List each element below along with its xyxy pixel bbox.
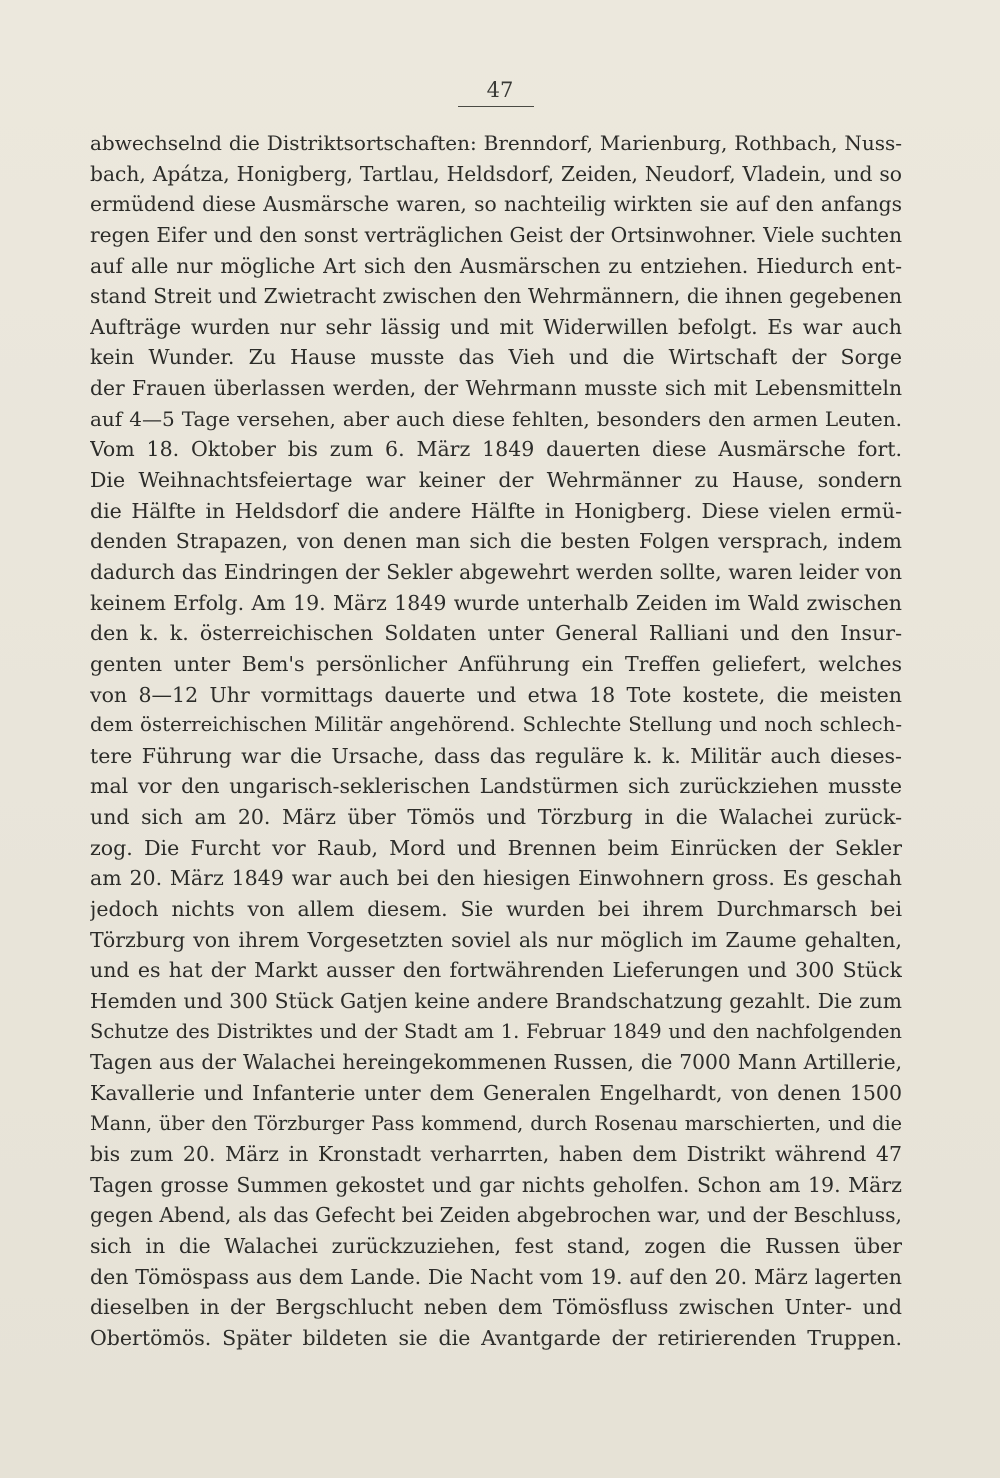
text-line: von 8—12 Uhr vormittags dauerte und etwa 18 Tote kostete, die meisten (90, 682, 902, 707)
text-line: Schutze des Distriktes und der Stadt am 1. Februar 1849 und den nachfolgenden (90, 1019, 902, 1043)
text-line: denden Strapazen, von denen man sich die besten Folgen versprach, indem (90, 529, 902, 554)
text-line: dadurch das Eindringen der Sekler abgewehrt werden sollte, waren leider von (90, 559, 902, 584)
text-line: ermüdend diese Ausmärsche waren, so nachteilig wirkten sie auf den anfangs (90, 192, 902, 217)
page-number: 47 (486, 78, 514, 102)
text-line: Törzburg von ihrem Vorgesetzten soviel als nur möglich im Zaume gehalten, (90, 927, 902, 952)
body-text (90, 128, 902, 1354)
text-line: und sich am 20. März über Tömös und Törzburg in die Walachei zurück- (90, 805, 902, 830)
text-line: die Hälfte in Heldsdorf die andere Hälfte in Honigberg. Diese vielen ermü- (90, 498, 902, 523)
text-line: Tagen grosse Summen gekostet und gar nichts geholfen. Schon am 19. März (90, 1172, 902, 1197)
text-line: regen Eifer und den sonst verträglichen Geist der Ortsinwohner. Viele suchten (90, 222, 902, 247)
text-line: bis zum 20. März in Kronstadt verharrten, haben dem Distrikt während 47 (90, 1142, 902, 1167)
text-line: Obertömös. Später bildeten sie die Avantgarde der retirierenden Truppen. (90, 1325, 902, 1350)
text-line: Die Weihnachtsfeiertage war keiner der Wehrmänner zu Hause, sondern (90, 468, 902, 493)
text-line: keinem Erfolg. Am 19. März 1849 wurde unterhalb Zeiden im Wald zwischen (90, 590, 902, 615)
text-line: Vom 18. Oktober bis zum 6. März 1849 dauerten diese Ausmärsche fort. (90, 437, 902, 462)
text-line: abwechselnd die Distriktsortschaften: Brenndorf, Marienburg, Rothbach, Nuss- (90, 131, 902, 155)
text-line: den Tömöspass aus dem Lande. Die Nacht vom 19. auf den 20. März lagerten (90, 1264, 902, 1289)
text-line: Tagen aus der Walachei hereingekommenen Russen, die 7000 Mann Artillerie, (90, 1050, 902, 1075)
text-line: den k. k. österreichischen Soldaten unter General Ralliani und den Insur- (90, 621, 902, 646)
text-line: Hemden und 300 Stück Gatjen keine andere Brandschatzung gezahlt. Die zum (90, 988, 902, 1013)
text-line: am 20. März 1849 war auch bei den hiesigen Einwohnern gross. Es geschah (90, 866, 902, 891)
text-line: Kavallerie und Infanterie unter dem Generalen Engelhardt, von denen 1500 (90, 1080, 902, 1105)
text-line: auf 4—5 Tage versehen, aber auch diese fehlten, besonders den armen Leuten. (90, 406, 902, 431)
text-line: Aufträge wurden nur sehr lässig und mit Widerwillen befolgt. Es war auch (90, 314, 902, 339)
text-line: zog. Die Furcht vor Raub, Mord und Brennen beim Einrücken der Sekler (90, 835, 902, 860)
text-line: jedoch nichts von allem diesem. Sie wurden bei ihrem Durchmarsch bei (90, 897, 902, 922)
text-line: stand Streit und Zwietracht zwischen den Wehrmännern, die ihnen gegebenen (90, 284, 902, 309)
text-line: genten unter Bem's persönlicher Anführung ein Treffen geliefert, welches (90, 651, 902, 676)
page-number-rule (458, 106, 534, 107)
text-line: auf alle nur mögliche Art sich den Ausmärschen zu entziehen. Hiedurch ent- (90, 253, 902, 278)
text-line: dem österreichischen Militär angehörend. Schlechte Stellung und noch schlech- (90, 713, 902, 737)
text-line: Mann, über den Törzburger Pass kommend, durch Rosenau marschierten, und die (90, 1111, 902, 1135)
text-line: sich in die Walachei zurückzuziehen, fest stand, zogen die Russen über (90, 1234, 902, 1259)
text-line: dieselben in der Bergschlucht neben dem Tömösfluss zwischen Unter- und (90, 1295, 902, 1320)
text-line: mal vor den ungarisch-seklerischen Landstürmen sich zurückziehen musste (90, 774, 902, 799)
text-line: gegen Abend, als das Gefecht bei Zeiden abgebrochen war, und der Beschluss, (90, 1203, 902, 1228)
text-line: kein Wunder. Zu Hause musste das Vieh und die Wirtschaft der Sorge (90, 345, 902, 370)
text-line: der Frauen überlassen werden, der Wehrmann musste sich mit Lebensmitteln (90, 376, 902, 401)
text-line: bach, Apátza, Honigberg, Tartlau, Heldsdorf, Zeiden, Neudorf, Vladein, und so (90, 161, 902, 186)
text-line: und es hat der Markt ausser den fortwährenden Lieferungen und 300 Stück (90, 958, 902, 983)
text-line: tere Führung war die Ursache, dass das reguläre k. k. Militär auch dieses- (90, 743, 902, 768)
